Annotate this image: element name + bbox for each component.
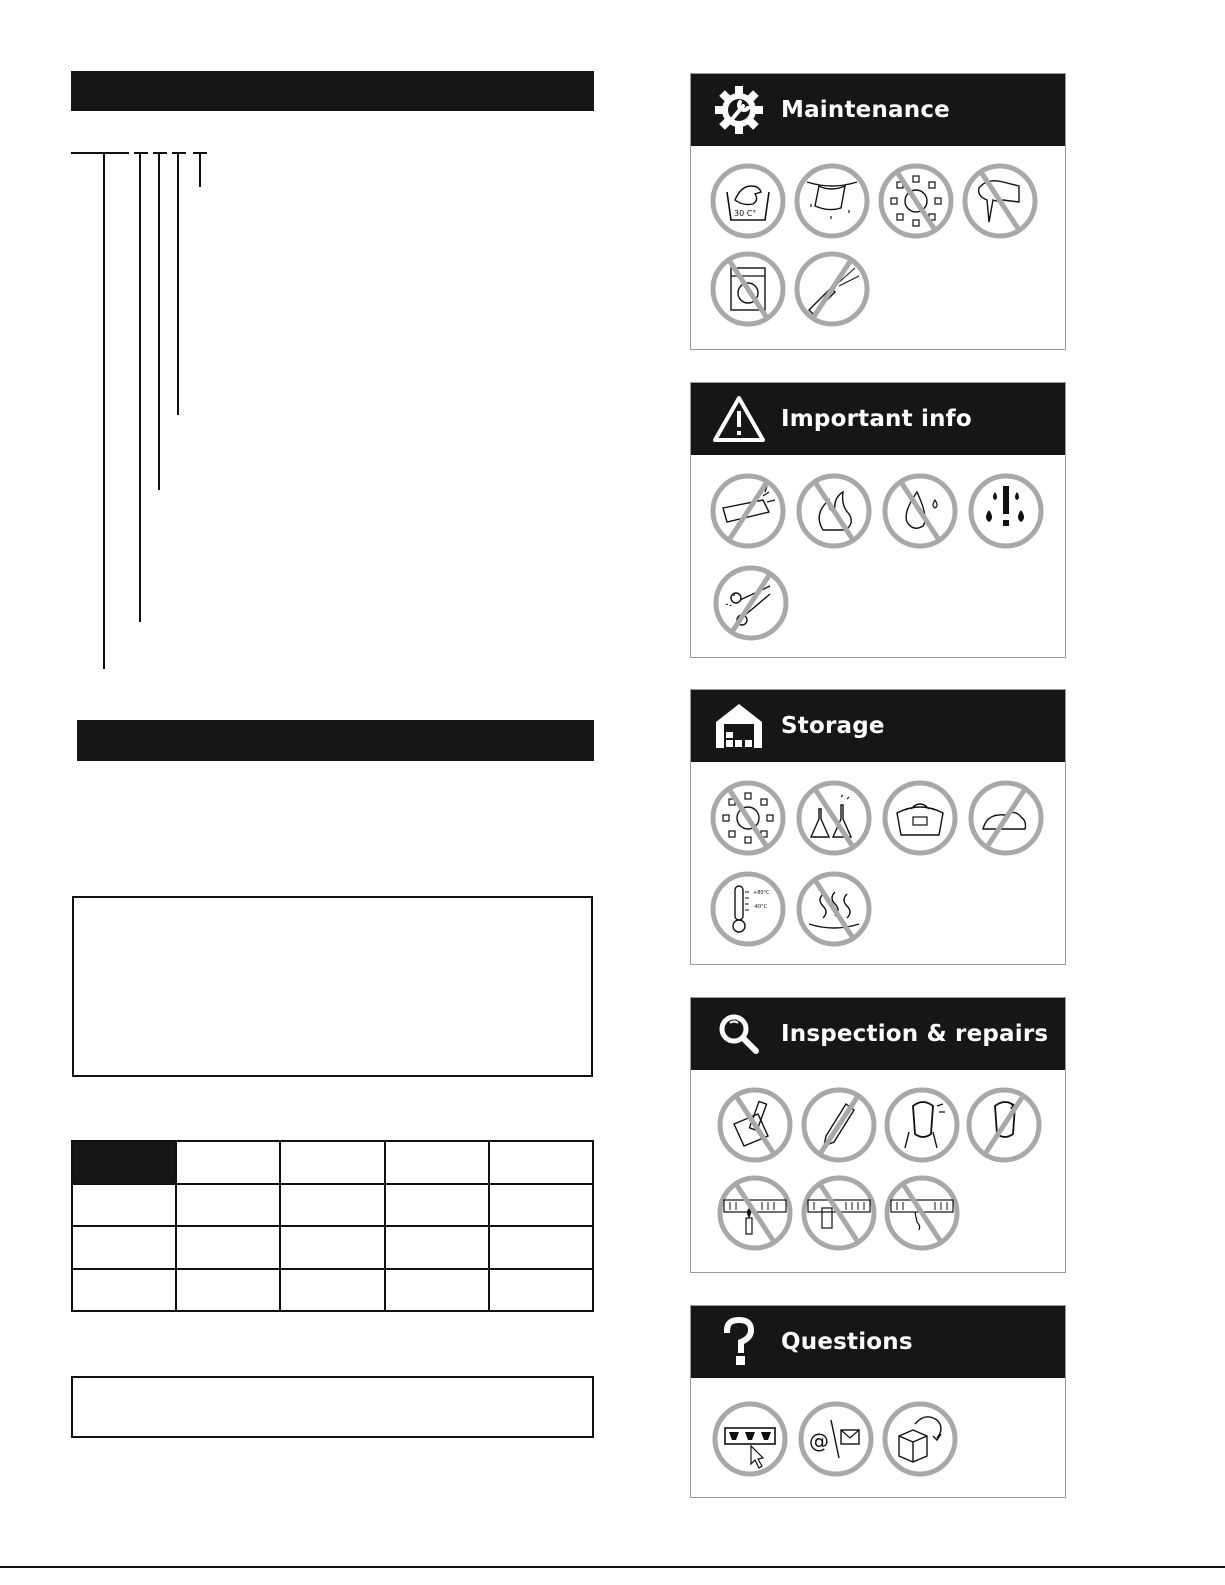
card-header — [691, 1306, 1065, 1378]
no-cutting-icon — [712, 564, 790, 642]
card-title: Inspection & repairs — [781, 1021, 1049, 1047]
card-title: Maintenance — [781, 97, 950, 123]
card-header — [691, 998, 1065, 1070]
leader-vertical-1 — [103, 152, 105, 669]
magnifier-icon — [711, 1006, 767, 1062]
table-cell — [176, 1269, 280, 1312]
storage-card — [690, 689, 1066, 965]
temperature-range-icon — [709, 870, 787, 948]
leader-horizontal-1 — [71, 152, 129, 154]
table-header-cell — [72, 1141, 176, 1184]
email-contact-icon — [797, 1400, 875, 1478]
table-cell — [280, 1269, 384, 1312]
table-cell — [489, 1226, 593, 1269]
no-marking-pen-icon — [800, 1086, 878, 1164]
table-row — [72, 1226, 593, 1269]
leader-horizontal-2 — [134, 152, 148, 154]
no-melting-icon — [716, 1174, 794, 1252]
storage-building-icon — [711, 698, 767, 754]
return-product-icon — [881, 1400, 959, 1478]
table-cell — [72, 1226, 176, 1269]
questions-card — [690, 1305, 1066, 1498]
table-row — [72, 1269, 593, 1312]
table-cell — [280, 1141, 384, 1184]
svg-text:-40°C: -40°C — [753, 904, 768, 910]
card-header — [691, 383, 1065, 455]
leader-horizontal-3 — [153, 152, 167, 154]
table-cell — [489, 1269, 593, 1312]
table-cell — [72, 1269, 176, 1312]
no-chemicals-icon — [795, 779, 873, 857]
leader-vertical-3 — [158, 152, 160, 490]
card-header — [691, 74, 1065, 146]
page-bottom-rule — [0, 1566, 1225, 1568]
question-mark-icon — [711, 1314, 767, 1370]
card-header — [691, 690, 1065, 762]
no-washing-machine-icon — [709, 250, 787, 328]
section-header-bar-1 — [71, 71, 594, 111]
no-liquid-icon — [881, 472, 959, 550]
line-dry-icon — [793, 162, 871, 240]
storage-bag-icon — [881, 779, 959, 857]
table-cell — [489, 1141, 593, 1184]
no-sharp-edges-icon — [709, 472, 787, 550]
svg-text:+80°C: +80°C — [753, 890, 770, 896]
important-info-card — [690, 382, 1066, 658]
gear-wrench-icon — [711, 82, 767, 138]
leader-vertical-5 — [199, 152, 201, 187]
table-row — [72, 1141, 593, 1184]
no-worn-carabiner-icon — [965, 1086, 1043, 1164]
no-humidity-icon — [795, 870, 873, 948]
no-sun-dry-icon — [877, 162, 955, 240]
card-title: Storage — [781, 713, 885, 739]
table-cell — [280, 1226, 384, 1269]
table-cell — [176, 1226, 280, 1269]
table-cell — [489, 1184, 593, 1227]
notes-box — [71, 1376, 594, 1438]
no-tape-repair-icon — [800, 1174, 878, 1252]
no-sunlight-storage-icon — [709, 779, 787, 857]
card-title: Important info — [781, 406, 972, 432]
section-header-bar-2 — [77, 720, 594, 761]
no-rodents-icon — [967, 779, 1045, 857]
inspection-repairs-card — [690, 997, 1066, 1273]
no-pressure-washer-icon — [793, 250, 871, 328]
table-cell — [385, 1269, 489, 1312]
leader-vertical-2 — [139, 152, 141, 622]
table-cell — [385, 1184, 489, 1227]
no-hair-dryer-icon — [961, 162, 1039, 240]
table-cell — [385, 1226, 489, 1269]
no-knot-icon — [883, 1174, 961, 1252]
svg-text:@: @ — [809, 1429, 829, 1453]
table-cell — [72, 1184, 176, 1227]
leader-vertical-4 — [177, 152, 179, 415]
table-cell — [280, 1184, 384, 1227]
svg-text:30 C°: 30 C° — [734, 209, 757, 218]
table-cell — [176, 1141, 280, 1184]
info-box — [72, 896, 593, 1077]
data-table — [71, 1140, 594, 1312]
table-cell — [176, 1184, 280, 1227]
hand-wash-30c-icon — [709, 162, 787, 240]
no-impact-damage-icon — [716, 1086, 794, 1164]
no-fire-icon — [795, 472, 873, 550]
keep-dry-icon — [967, 472, 1045, 550]
table-row — [72, 1184, 593, 1227]
table-cell — [385, 1141, 489, 1184]
card-title: Questions — [781, 1329, 913, 1355]
maintenance-card — [690, 73, 1066, 350]
leader-horizontal-4 — [172, 152, 186, 154]
warning-triangle-icon — [711, 391, 767, 447]
carabiner-check-icon — [883, 1086, 961, 1164]
website-icon — [711, 1400, 789, 1478]
